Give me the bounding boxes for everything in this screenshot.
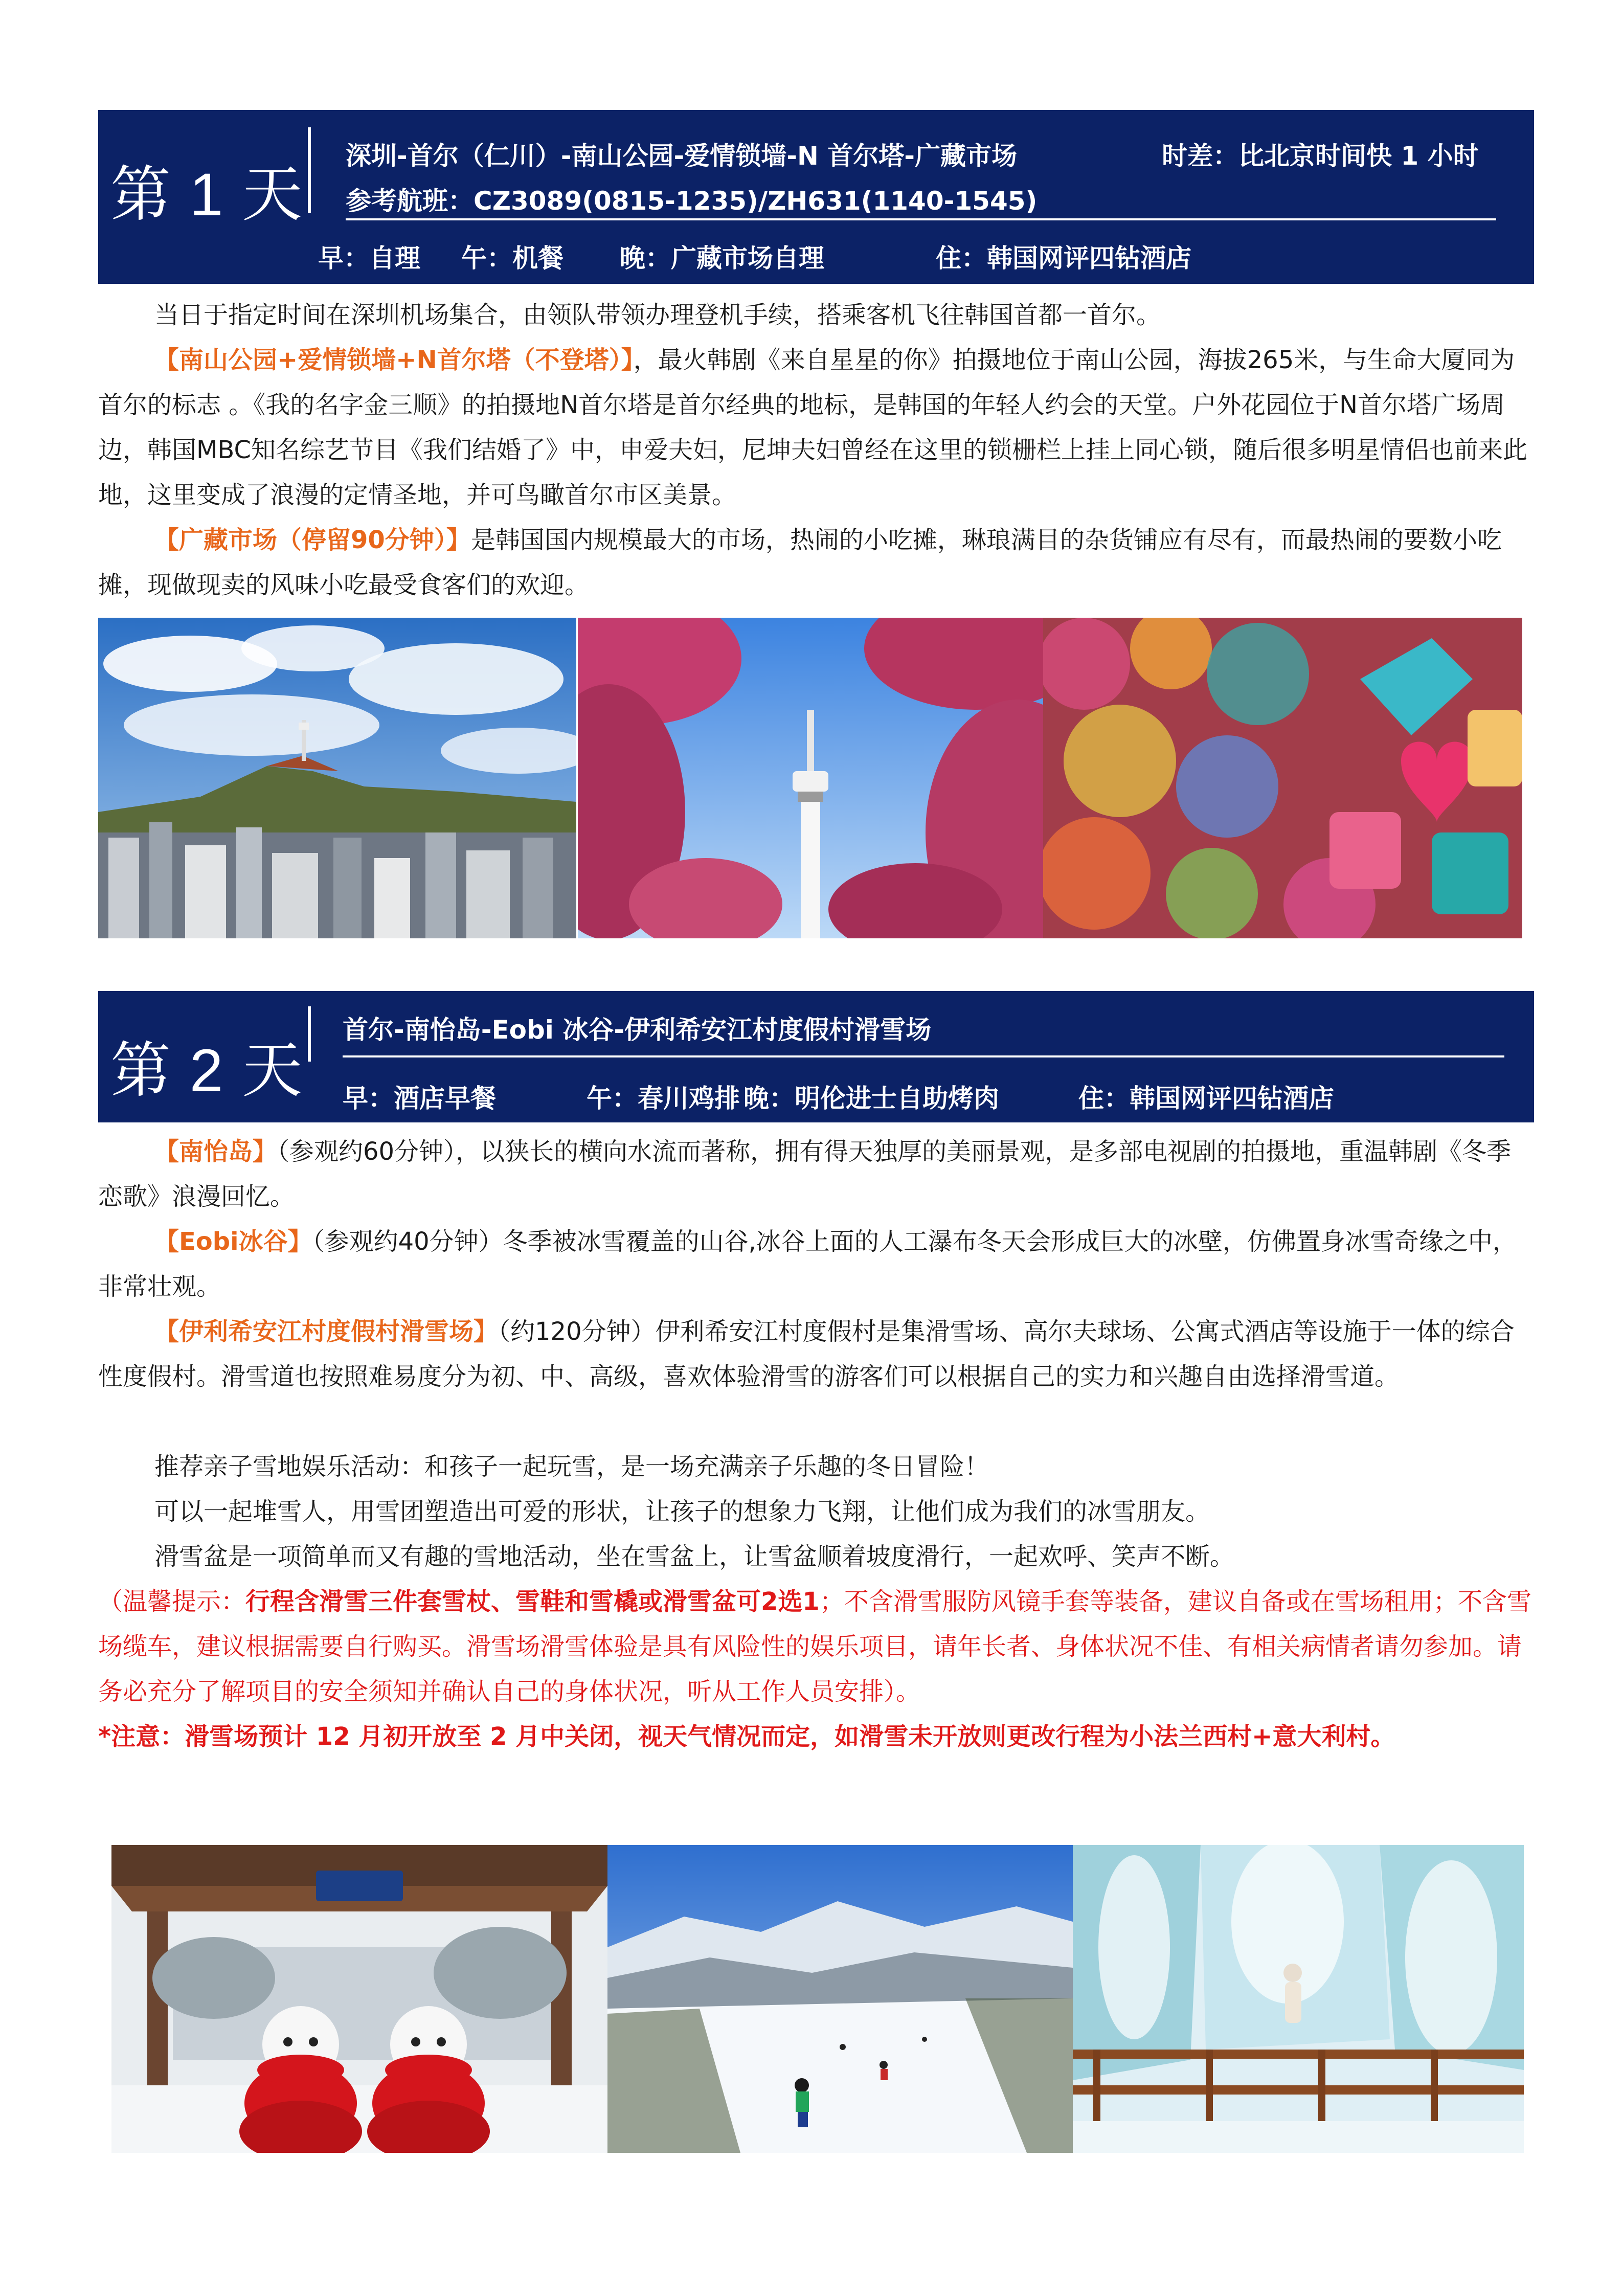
day1-market-title: 【广藏市场（停留90分钟）】	[154, 526, 471, 554]
day2-tip	[98, 1579, 1534, 1714]
day2-hotel: 住：韩国网评四钻酒店	[1078, 1084, 1334, 1113]
day1-label: 第 1 天	[110, 161, 304, 229]
day1-route: 深圳-首尔（仁川）-南山公园-爱情锁墙-N 首尔塔-广藏市场	[346, 141, 1018, 171]
day2-tip-open: （温馨提示：	[98, 1587, 246, 1616]
ski-slope-photo	[607, 1845, 1073, 2153]
day2-snow-tube	[98, 1534, 1534, 1579]
day2-family-activity-text: 推荐亲子雪地娱乐活动：和孩子一起玩雪，是一场充满亲子乐趣的冬日冒险！	[154, 1452, 989, 1481]
day2-banner	[98, 991, 1534, 1122]
day2-snowman-text: 可以一起堆雪人，用雪团塑造出可爱的形状，让孩子的想象力飞翔，让他们成为我们的冰雪朋友。	[154, 1497, 1210, 1526]
day1-rule	[346, 218, 1496, 220]
day2-nami-title: 【南怡岛】	[154, 1137, 278, 1166]
day2-eobi-text: （参观约40分钟）冬季被冰雪覆盖的山谷,冰谷上面的人工瀑布冬天会形成巨大的冰壁，仿佛置身冰雪奇缘之中，非常壮观。	[98, 1227, 1517, 1301]
day2-elysian	[98, 1309, 1534, 1399]
day1-intro-text: 当日于指定时间在深圳机场集合，由领队带领办理登机手续，搭乘客机飞往韩国首都一首尔。	[154, 301, 1161, 329]
day2-elysian-text: （约120分钟）伊利希安江村度假村是集滑雪场、高尔夫球场、公寓式酒店等设施于一体的综合性度假村。滑雪道也按照难易度分为初、中、高级，喜欢体验滑雪的游客们可以根据自己的实力和兴趣自由选择滑雪道。	[98, 1317, 1515, 1391]
day1-lunch: 午：机餐	[461, 243, 563, 273]
day1-timediff: 时差：比北京时间快 1 小时	[1162, 141, 1479, 171]
day2-label: 第 2 天	[110, 1037, 304, 1105]
nami-island-snowmen-photo	[111, 1845, 607, 2153]
seoul-skyline-photo	[98, 618, 576, 938]
day2-nami	[98, 1129, 1534, 1219]
day2-eobi	[98, 1219, 1534, 1309]
day1-namsan	[98, 337, 1534, 517]
day1-divider	[308, 127, 311, 213]
love-locks-photo	[1043, 618, 1522, 938]
day2-dinner: 晚：明伦进士自助烤肉	[743, 1084, 999, 1113]
day2-eobi-title: 【Eobi冰谷】	[154, 1227, 312, 1256]
day1-hotel: 住：韩国网评四钻酒店	[936, 243, 1191, 273]
day2-rule	[343, 1055, 1504, 1057]
day2-notice-text: *注意：滑雪场预计 12 月初开放至 2 月中关闭，视天气情况而定，如滑雪未开放则更改行程为小法兰西村+意大利村。	[98, 1722, 1395, 1751]
ice-valley-photo	[1073, 1845, 1524, 2153]
day1-market-text: 是韩国国内规模最大的市场，热闹的小吃摊，琳琅满目的杂货铺应有尽有，而最热闹的要数小吃摊，现做现卖的风味小吃最受食客们的欢迎。	[98, 526, 1502, 599]
day2-tip-rest: ；不含滑雪服防风镜手套等装备，建议自备或在雪场租用；不含雪场缆车，建议根据需要自行购买。滑雪场滑雪体验是具有风险性的娱乐项目，请年长者、身体状况不佳、有相关病情者请勿参加。请务必充分了解项目的安全须知并确认自己的身体状况，听从工作人员安排）。	[98, 1587, 1531, 1706]
n-seoul-tower-photo	[578, 618, 1043, 938]
day1-flight: 参考航班：CZ3089(0815-1235)/ZH631(1140-1545)	[346, 186, 1038, 216]
day2-nami-text: （参观约60分钟），以狭长的横向水流而著称，拥有得天独厚的美丽景观，是多部电视剧的拍摄地，重温韩剧《冬季恋歌》浪漫回忆。	[98, 1137, 1512, 1211]
day2-tip-bold: 行程含滑雪三件套雪杖、雪鞋和雪橇或滑雪盆可2选1	[245, 1587, 820, 1616]
day1-intro	[98, 292, 1534, 337]
day2-breakfast: 早：酒店早餐	[343, 1084, 496, 1113]
day1-breakfast: 早：自理	[318, 243, 420, 273]
day2-lunch: 午：春川鸡排	[587, 1084, 740, 1113]
day2-snowman	[98, 1489, 1534, 1534]
day2-family-activity	[98, 1444, 1534, 1489]
day1-market	[98, 517, 1534, 607]
day2-snow-tube-text: 滑雪盆是一项简单而又有趣的雪地活动，坐在雪盆上，让雪盆顺着坡度滑行，一起欢呼、笑声不断。	[154, 1542, 1235, 1571]
day2-notice	[98, 1714, 1534, 1759]
day1-banner	[98, 110, 1534, 284]
day2-divider	[308, 1006, 311, 1062]
day2-route: 首尔-南怡岛-Eobi 冰谷-伊利希安江村度假村滑雪场	[343, 1015, 932, 1045]
day1-namsan-title: 【南山公园+爱情锁墙+N首尔塔（不登塔）】	[154, 346, 634, 374]
day1-namsan-text: ，最火韩剧《来自星星的你》拍摄地位于南山公园，海拔265米，与生命大厦同为首尔的标志 。《我的名字金三顺》的拍摄地N首尔塔是首尔经典的地标，是韩国的年轻人约会的天堂。户外花园位于N首尔塔广场周边，韩国MBC知名综艺节目《我们结婚了》中，申爱夫妇，尼坤夫妇曾经在这里的锁栅栏上挂上同心锁，随后很多明星情侣也前来此地，这里变成了浪漫的定情圣地，并可鸟瞰首尔市区美景。	[98, 346, 1528, 509]
day2-elysian-title: 【伊利希安江村度假村滑雪场】	[154, 1317, 499, 1346]
day1-dinner: 晚：广藏市场自理	[620, 243, 824, 273]
